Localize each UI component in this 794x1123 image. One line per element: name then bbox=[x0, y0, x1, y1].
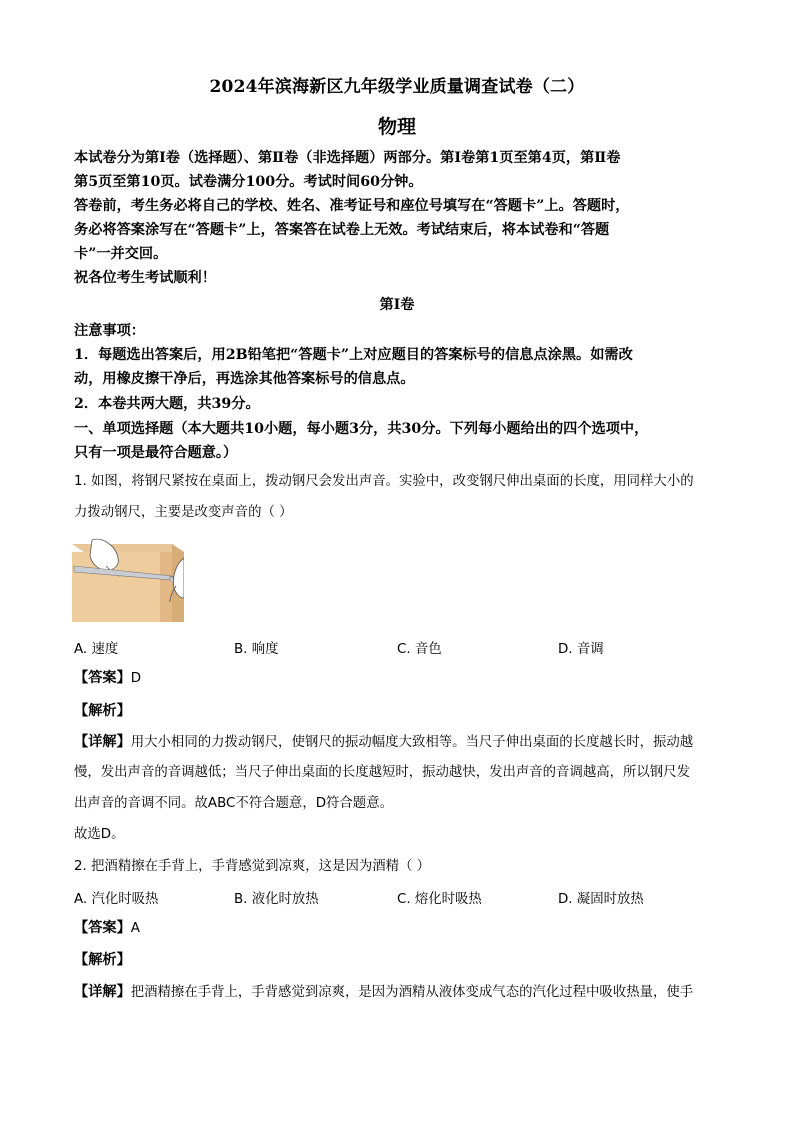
q1-stem: 1. 如图，将钢尺紧按在桌面上，拨动钢尺会发出声音。实验中，改变钢尺伸出桌面的长度，用同样大小的 bbox=[74, 474, 694, 489]
q1-detail-line: 慢，发出声音的音调越低；当尺子伸出桌面的长度越短时，振动越快，发出声音的音调越高，所以钢尺发 bbox=[74, 765, 690, 780]
note-line: 2．本卷共两大题，共39分。 bbox=[74, 396, 260, 412]
intro-line: 祝各位考生考试顺利！ bbox=[74, 270, 216, 286]
q1-answer: D bbox=[130, 671, 142, 686]
q2-stem: 2. 把酒精擦在手背上，手背感觉到凉爽，这是因为酒精（ ） bbox=[74, 859, 431, 874]
q2-option-a: A. 汽化时吸热 bbox=[74, 892, 159, 907]
intro-line: 本试卷分为第Ⅰ卷（选择题）、第Ⅱ卷（非选择题）两部分。第Ⅰ卷第1页至第4页，第Ⅱ卷 bbox=[74, 150, 621, 166]
note-line: 动，用橡皮擦干净后，再选涂其他答案标号的信息点。 bbox=[74, 371, 415, 387]
q1-options bbox=[74, 638, 724, 658]
q1-answer-row bbox=[74, 668, 724, 689]
detail-label: 【详解】 bbox=[74, 984, 131, 1000]
q1-detail-line: 出声音的音调不同。故ABC不符合题意，D符合题意。 bbox=[74, 796, 393, 811]
intro-line: 答卷前，考生务必将自己的学校、姓名、准考证号和座位号填写在“答题卡”上。答题时， bbox=[74, 198, 630, 214]
q2-option-d: D. 凝固时放热 bbox=[558, 892, 644, 907]
note-line: 1．每题选出答案后，用2B铅笔把“答题卡”上对应题目的答案标号的信息点涂黑。如需改 bbox=[74, 347, 633, 363]
subject-title: 物理 bbox=[377, 116, 416, 138]
q1-detail-line: 【详解】用大小相同的力拨动钢尺，使钢尺的振动幅度大致相等。当尺子伸出桌面的长度越长时，振动越 bbox=[74, 734, 694, 750]
ruler-on-table-figure bbox=[72, 536, 184, 622]
q1-option-a: A. 速度 bbox=[74, 642, 119, 657]
q1-option-d: D. 音调 bbox=[558, 642, 604, 657]
q1-conclusion: 故选D。 bbox=[74, 827, 125, 842]
notes-heading: 注意事项： bbox=[74, 323, 145, 339]
part-heading: 只有一项是最符合题意。） bbox=[74, 445, 238, 461]
part-heading: 一、单项选择题（本大题共10小题，每小题3分，共30分。下列每小题给出的四个选项中， bbox=[74, 421, 649, 437]
exam-title: 2024年滨海新区九年级学业质量调查试卷（二） bbox=[209, 77, 585, 97]
intro-line: 第5页至第10页。试卷满分100分。考试时间60分钟。 bbox=[74, 174, 423, 190]
answer-label: 【答案】 bbox=[74, 670, 131, 686]
q2-option-b: B. 液化时放热 bbox=[234, 892, 319, 907]
q1-stem: 力拨动钢尺，主要是改变声音的（ ） bbox=[74, 505, 293, 520]
detail-label: 【详解】 bbox=[74, 734, 131, 750]
answer-label: 【答案】 bbox=[74, 920, 131, 936]
q1-option-c: C. 音色 bbox=[397, 642, 442, 657]
intro-line: 务必将答案涂写在“答题卡”上，答案答在试卷上无效。考试结束后，将本试卷和“答题 bbox=[74, 222, 610, 238]
intro-line: 卡”一并交回。 bbox=[74, 246, 168, 262]
q2-option-c: C. 熔化时吸热 bbox=[397, 892, 482, 907]
q2-detail-line: 【详解】把酒精擦在手背上，手背感觉到凉爽，是因为酒精从液体变成气态的汽化过程中吸收热量，使手 bbox=[74, 984, 694, 1000]
q2-answer-row bbox=[74, 918, 724, 939]
q2-options bbox=[74, 888, 724, 908]
analysis-label: 【解析】 bbox=[74, 952, 131, 968]
q2-answer: A bbox=[130, 921, 140, 936]
section-title: 第Ⅰ卷 bbox=[379, 297, 415, 313]
analysis-label: 【解析】 bbox=[74, 703, 131, 719]
q1-option-b: B. 响度 bbox=[234, 642, 279, 657]
